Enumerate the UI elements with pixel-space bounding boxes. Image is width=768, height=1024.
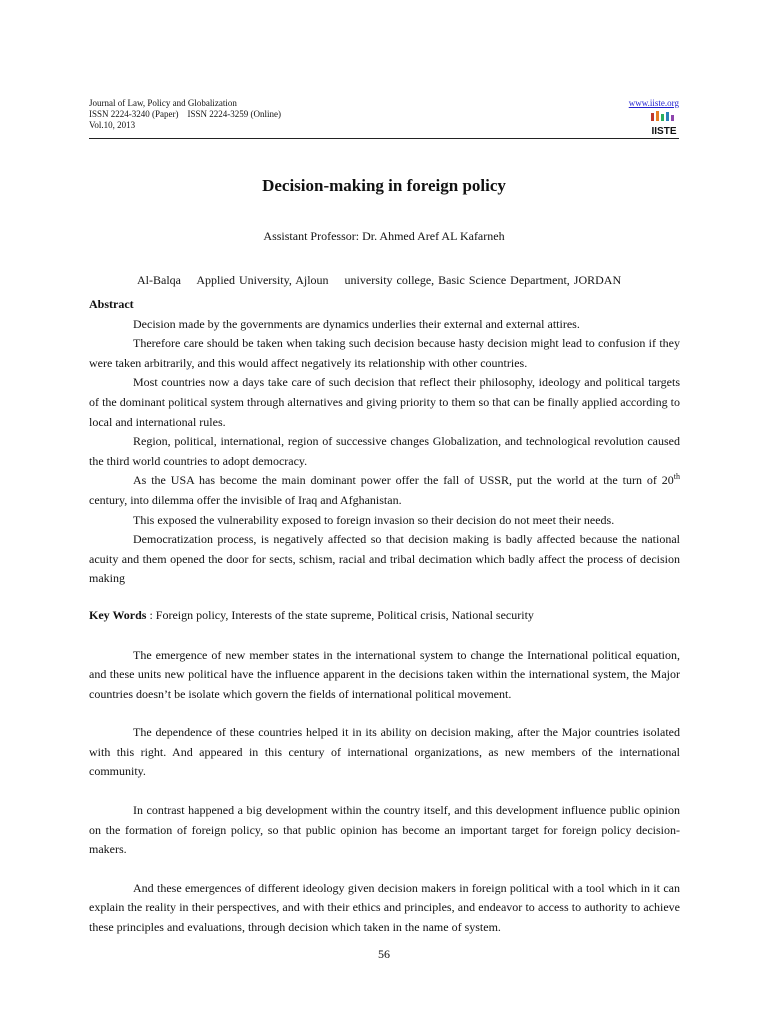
abstract-usa-text-cont: century, into dilemma offer the invisible of Iraq and Afghanistan. [89, 492, 402, 507]
keywords-label: Key Words [89, 607, 147, 622]
abstract-paragraph: Region, political, international, region of successive changes Globalization, and technological revolution caused the third world countries to adopt democracy. [89, 434, 680, 468]
abstract-usa-text: As the USA has become the main dominant power offer the fall of USSR, put the world at the turn of 20 [133, 473, 674, 488]
journal-site-link[interactable]: www.iiste.org [628, 98, 679, 108]
affiliation-line: Al-Balqa Applied University, Ajloun university college, Basic Science Department, JORDAN [137, 273, 622, 287]
abstract-heading: Abstract [89, 297, 134, 311]
abstract-paragraph: Most countries now a days take care of such decision that reflect their philosophy, ideology and political targets of the dominant political system through alternatives and giving priority to them so that can be finally applied according to local and international rules. [89, 375, 680, 429]
paper-title: Decision-making in foreign policy [262, 176, 506, 195]
body-paragraph: And these emergences of different ideology given decision makers in foreign political with a tool which in it can explain the reality in their perspectives, and with their ethics and principles, and endeavor to access to authority to achieve these principles and evaluations, through decision which taken in the name of system. [89, 880, 680, 935]
iiste-logo [649, 110, 679, 136]
journal-volume: Vol.10, 2013 [89, 120, 136, 130]
body-paragraph: The dependence of these countries helped it in its ability on decision making, after the Major countries isolated with this right. And appeared in this century of international organizations, as new members of the international community. [89, 725, 680, 779]
abstract-paragraph [89, 471, 680, 510]
keywords-line [89, 606, 680, 626]
header-rule [89, 138, 679, 139]
keywords-text: : Foreign policy, Interests of the state supreme, Political crisis, National security [146, 607, 534, 622]
journal-header [89, 98, 679, 136]
main-text [89, 646, 680, 938]
abstract-paragraph: This exposed the vulnerability exposed to foreign invasion so their decision do not meet their needs. [133, 512, 615, 527]
paper-body [89, 295, 680, 938]
body-paragraph: The emergence of new member states in the international system to change the International political equation, and these units new political have the influence apparent in the decisions taken within the international system, the Major countries doesn’t be isolate which govern the fields of international political movement. [89, 647, 680, 701]
abstract-paragraph: Democratization process, is negatively affected so that decision making is badly affected because the national acuity and them opened the door for sects, schism, racial and tribal decimation which badly affect the process of decision making [89, 532, 680, 586]
page-number: 56 [378, 947, 390, 961]
author-line: Assistant Professor: Dr. Ahmed Aref AL Kafarneh [263, 229, 505, 243]
journal-name: Journal of Law, Policy and Globalization [89, 98, 237, 108]
superscript-th: th [673, 472, 680, 482]
journal-issn: ISSN 2224-3240 (Paper) ISSN 2224-3259 (Online) [89, 109, 281, 119]
abstract-paragraph: Decision made by the governments are dynamics underlies their external and external attires. [133, 316, 580, 331]
svg-text:IISTE: IISTE [651, 126, 677, 136]
abstract-section [89, 315, 680, 589]
abstract-paragraph: Therefore care should be taken when taking such decision because hasty decision might lead to confusion if they were taken arbitrarily, and this would affect negatively its relationship with other countries. [89, 336, 680, 370]
body-paragraph: In contrast happened a big development within the country itself, and this development influence public opinion on the formation of foreign policy, so that public opinion has become an important target for foreign policy decision-makers. [89, 803, 680, 857]
